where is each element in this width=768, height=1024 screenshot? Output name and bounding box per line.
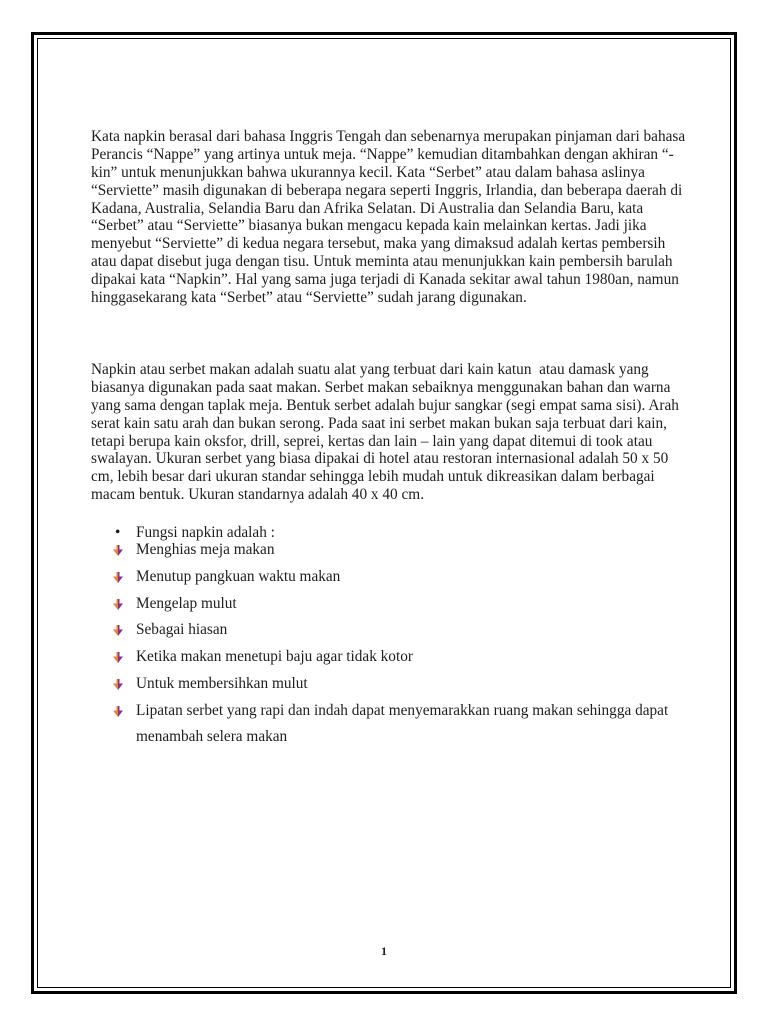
down-arrow-icon xyxy=(113,652,123,663)
down-arrow-icon xyxy=(113,706,123,717)
list-intro-text: Fungsi napkin adalah : xyxy=(136,524,275,541)
paragraph-line: menyebut “Serviette” di kedua negara tersebut, maka yang dimaksud adalah kertas pembersih xyxy=(91,235,666,253)
paragraph-line: macam bentuk. Ukuran standarnya adalah 40 x 40 cm. xyxy=(91,486,425,504)
paragraph-line: Perancis “Nappe” yang artinya untuk meja. “Nappe” kemudian ditambahkan dengan akhiran “- xyxy=(91,145,674,163)
list-item xyxy=(0,568,768,586)
list-item-text: Untuk membersihkan mulut xyxy=(136,674,308,692)
list-item xyxy=(0,595,768,613)
list-item xyxy=(0,541,768,559)
list-item xyxy=(0,675,768,693)
down-arrow-icon xyxy=(113,545,123,556)
bullet-marker: • xyxy=(115,524,121,541)
paragraph-line: yang sama dengan taplak meja. Bentuk serbet adalah bujur sangkar (segi empat sama sisi). Arah xyxy=(91,396,679,414)
paragraph-definition xyxy=(91,361,731,504)
list-item xyxy=(0,702,768,747)
paragraph-line: cm, lebih besar dari ukuran standar sehingga lebih mudah untuk dikreasikan dalam berbagai xyxy=(91,468,655,486)
list-item-text: Menutup pangkuan waktu makan xyxy=(136,567,341,585)
list-item-text: Sebagai hiasan xyxy=(136,621,228,639)
paragraph-line: Kata napkin berasal dari bahasa Inggris Tengah dan sebenarnya merupakan pinjaman dari bahasa xyxy=(91,128,686,145)
paragraph-line: “Serviette” masih digunakan di beberapa negara seperti Inggris, Irlandia, dan beberapa daerah di xyxy=(91,181,683,199)
napkin-function-list xyxy=(0,524,768,746)
down-arrow-icon xyxy=(113,679,123,690)
page-number: 1 xyxy=(381,944,387,958)
paragraph-line: kin” untuk menunjukkan bahwa ukurannya kecil. Kata “Serbet” atau dalam bahasa aslinya xyxy=(91,163,645,181)
list-item xyxy=(0,648,768,666)
list-item-text-continued: menambah selera makan xyxy=(136,728,288,746)
paragraph-origin xyxy=(91,128,731,307)
paragraph-line: tetapi berupa kain oksfor, drill, seprei, kertas dan lain – lain yang dapat ditemui di took atau xyxy=(91,432,653,450)
paragraph-line: biasanya digunakan pada saat makan. Serbet makan sebaiknya menggunakan bahan dan warna xyxy=(91,378,671,396)
paragraph-line: swalayan. Ukuran serbet yang biasa dipakai di hotel atau restoran internasional adalah 50 x 50 xyxy=(91,450,669,468)
list-item-text: Lipatan serbet yang rapi dan indah dapat menyemarakkan ruang makan sehingga dapat xyxy=(136,701,669,719)
paragraph-line: serat kain satu arah dan bukan serong. Pada saat ini serbet makan bukan saja terbuat dari kain, xyxy=(91,414,667,432)
list-item-text: Ketika makan menetupi baju agar tidak kotor xyxy=(136,648,413,666)
paragraph-line: Napkin atau serbet makan adalah suatu alat yang terbuat dari kain katun atau damask yang xyxy=(91,361,649,378)
down-arrow-icon xyxy=(113,599,123,610)
paragraph-line: atau dapat disebut juga dengan tisu. Untuk meminta atau menunjukkan kain pembersih barulah xyxy=(91,253,673,271)
paragraph-line: hinggasekarang kata “Serbet” atau “Serviette” sudah jarang digunakan. xyxy=(91,289,527,307)
paragraph-line: dipakai kata “Napkin”. Hal yang sama juga terjadi di Kanada sekitar awal tahun 1980an, namun xyxy=(91,271,679,289)
paragraph-line: Kadana, Australia, Selandia Baru dan Afrika Selatan. Di Australia dan Selandia Baru, kata xyxy=(91,199,644,217)
down-arrow-icon xyxy=(113,625,123,636)
paragraph-line: “Serbet” atau “Serviette” biasanya bukan mengacu kepada kain melainkan kertas. Jadi jika xyxy=(91,217,647,235)
list-intro xyxy=(0,524,768,542)
down-arrow-icon xyxy=(113,572,123,583)
list-item-text: Menghias meja makan xyxy=(136,541,275,558)
list-item xyxy=(0,621,768,639)
list-item-text: Mengelap mulut xyxy=(136,594,237,612)
